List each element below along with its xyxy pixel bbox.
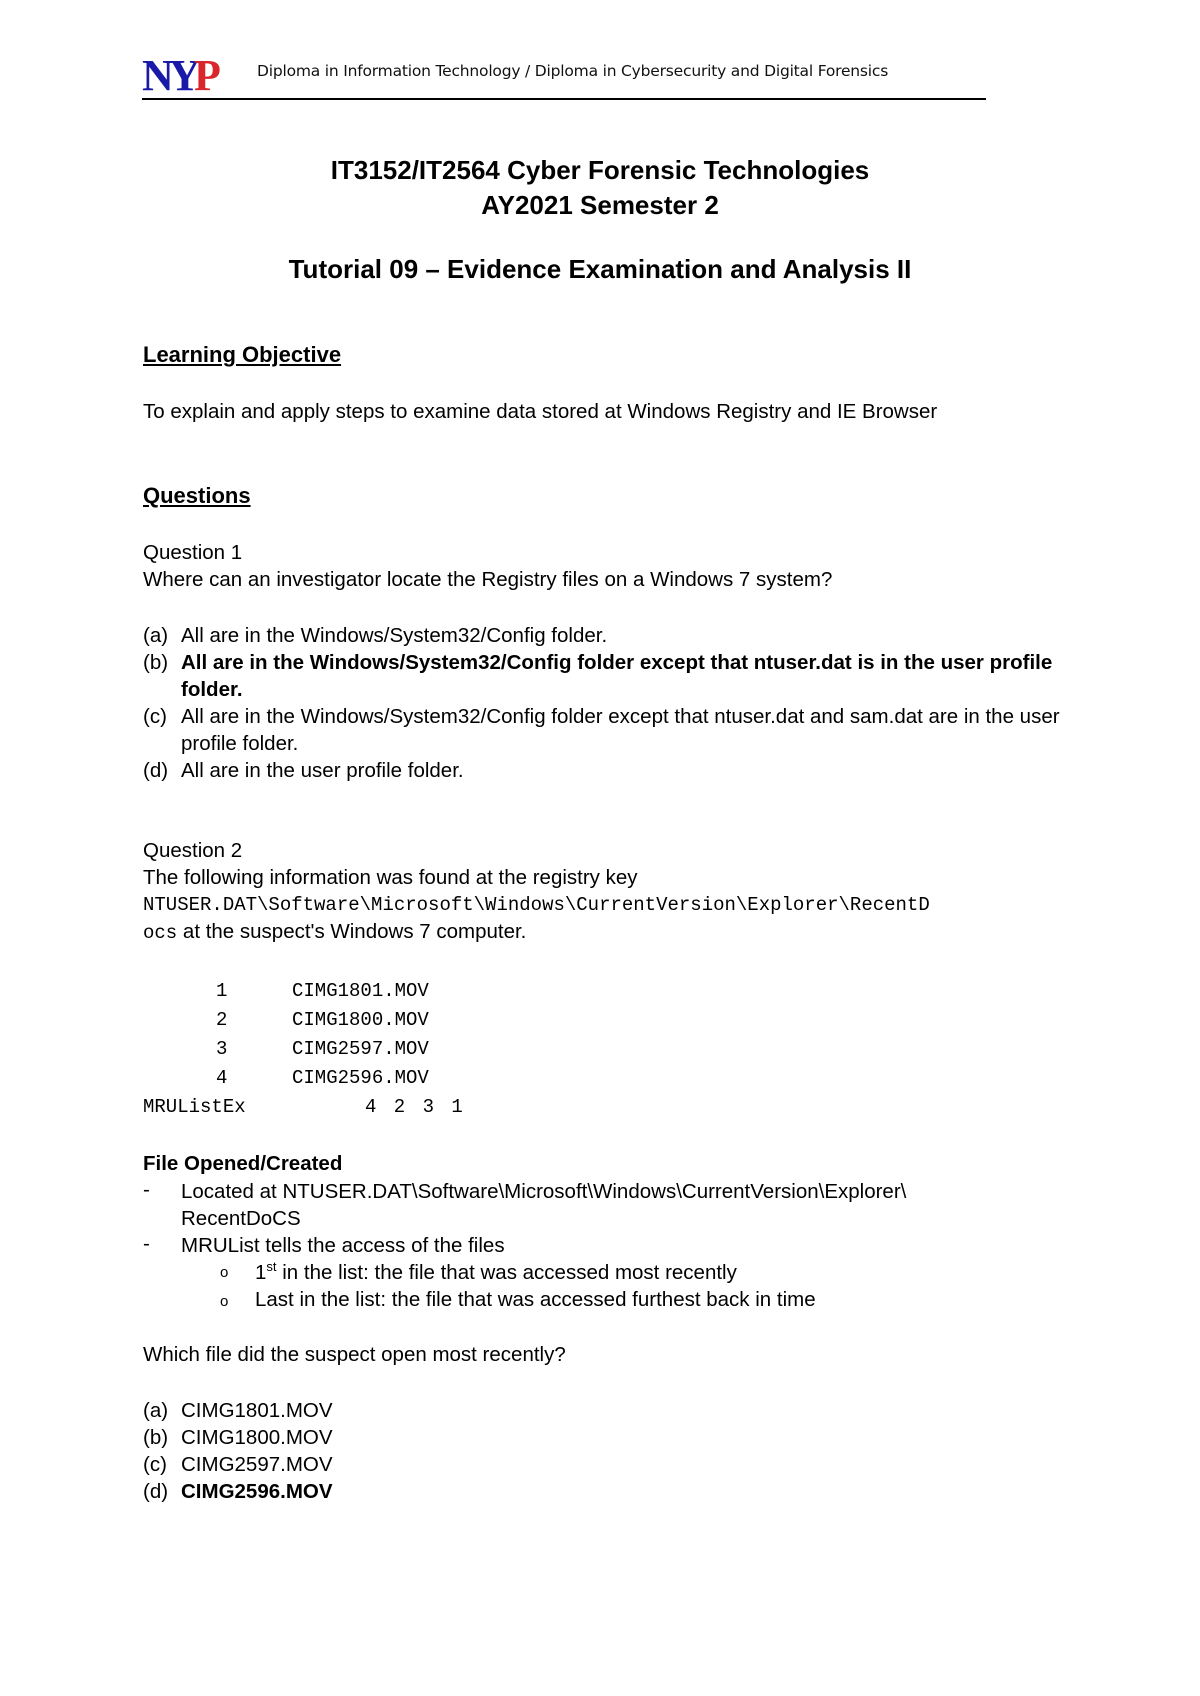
question-2-text: Which file did the suspect open most recently?	[143, 1343, 566, 1366]
q1-option-c	[143, 703, 1063, 757]
q2-option-a	[143, 1397, 1063, 1424]
mru-entry-file: CIMG2596.MOV	[292, 1067, 429, 1089]
option-label: (d)	[143, 759, 169, 782]
q1-option-b-answer	[143, 649, 1063, 703]
option-text: All are in the Windows/System32/Config folder except that ntuser.dat is in the user profile folder.	[181, 651, 1053, 701]
dash-bullet: -	[143, 1232, 150, 1255]
registry-key-path: NTUSER.DAT\Software\Microsoft\Windows\CurrentVersion\Explorer\RecentD	[143, 894, 930, 916]
semester-title: AY2021 Semester 2	[481, 190, 719, 220]
option-label: (a)	[143, 1399, 169, 1422]
q1-option-a	[143, 622, 1063, 649]
dash-bullet: -	[143, 1178, 150, 1201]
nyp-logo	[142, 54, 228, 94]
mru-entry-file: CIMG2597.MOV	[292, 1038, 429, 1060]
q2-option-d-answer	[143, 1478, 1063, 1505]
q1-option-d	[143, 757, 1063, 784]
registry-key-path-cont	[143, 920, 526, 944]
option-text: CIMG2596.MOV	[181, 1480, 333, 1503]
svg-text:P: P	[194, 54, 221, 96]
note-location-line2: RecentDoCS	[181, 1207, 301, 1230]
option-text: CIMG1801.MOV	[181, 1399, 333, 1422]
page-header	[142, 54, 986, 100]
option-label: (b)	[143, 1426, 169, 1449]
note-last-in-list: Last in the list: the file that was accessed furthest back in time	[255, 1288, 816, 1311]
question-1-label: Question 1	[143, 541, 243, 564]
note-location-line1: Located at NTUSER.DAT\Software\Microsoft\Windows\CurrentVersion\Explorer\	[181, 1180, 907, 1203]
tutorial-title: Tutorial 09 – Evidence Examination and Analysis II	[288, 254, 912, 284]
mrulistex-value: 4 2 3 1	[365, 1096, 463, 1118]
option-text: All are in the user profile folder.	[181, 759, 464, 782]
ordinal-suffix: st	[266, 1259, 277, 1274]
q2-option-b	[143, 1424, 1063, 1451]
circle-bullet-icon: o	[220, 1264, 229, 1281]
programme-name: Diploma in Information Technology / Diploma in Cybersecurity and Digital Forensics	[257, 62, 889, 80]
q2-option-c	[143, 1451, 1063, 1478]
option-label: (d)	[143, 1480, 169, 1503]
mru-entry-number: 4	[216, 1067, 228, 1089]
question-2-intro: The following information was found at the registry key	[143, 866, 638, 889]
ordinal-number: 1	[255, 1260, 267, 1284]
option-label: (b)	[143, 651, 169, 674]
option-label: (a)	[143, 624, 169, 647]
option-text: CIMG1800.MOV	[181, 1426, 333, 1449]
mru-entry-number: 1	[216, 980, 228, 1002]
option-label: (c)	[143, 705, 167, 728]
questions-heading: Questions	[143, 483, 251, 508]
note-mrulist: MRUList tells the access of the files	[181, 1234, 505, 1257]
registry-key-suffix: at the suspect's Windows 7 computer.	[177, 920, 527, 943]
mrulistex-row	[143, 1096, 543, 1118]
circle-bullet-icon: o	[220, 1293, 229, 1310]
notes-heading: File Opened/Created	[143, 1152, 343, 1175]
note-first-in-list	[255, 1259, 737, 1285]
option-label: (c)	[143, 1453, 167, 1476]
option-text: All are in the Windows/System32/Config folder.	[181, 624, 608, 647]
learning-objective-heading: Learning Objective	[143, 342, 342, 367]
question-2-label: Question 2	[143, 839, 243, 862]
svg-text:NY: NY	[142, 54, 196, 96]
option-text: CIMG2597.MOV	[181, 1453, 333, 1476]
mrulistex-label: MRUListEx	[143, 1096, 246, 1118]
registry-key-path-end: ocs	[143, 922, 178, 944]
course-title: IT3152/IT2564 Cyber Forensic Technologies	[330, 155, 870, 185]
note-location	[181, 1178, 1021, 1232]
option-text: All are in the Windows/System32/Config folder except that ntuser.dat and sam.dat are in the user profile folder.	[181, 705, 1060, 755]
first-in-list-text: in the list: the file that was accessed most recently	[276, 1260, 737, 1284]
learning-objective-text: To explain and apply steps to examine data stored at Windows Registry and IE Browser	[143, 400, 938, 423]
mru-entry-number: 3	[216, 1038, 228, 1060]
mru-entry-number: 2	[216, 1009, 228, 1031]
question-1-text: Where can an investigator locate the Registry files on a Windows 7 system?	[143, 568, 833, 591]
mru-entry-file: CIMG1800.MOV	[292, 1009, 429, 1031]
mru-entry-file: CIMG1801.MOV	[292, 980, 429, 1002]
